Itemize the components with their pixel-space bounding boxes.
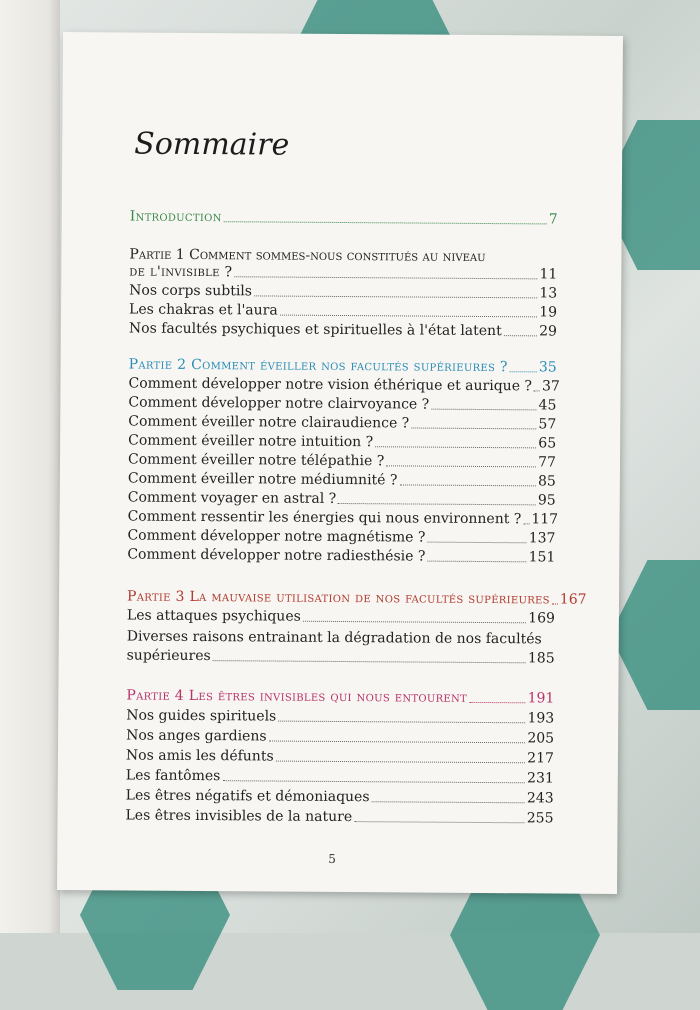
toc-part1: de l'invisible ? 11 [129,263,558,283]
toc-item: Nos corps subtils 13 [129,282,558,302]
toc-part4: Partie 4 Les êtres invisibles qui nous entourent 191 [126,687,555,707]
toc-item: Nos anges gardiens 205 [126,727,555,747]
toc-item: Comment développer notre magnétisme ? 137 [127,527,556,547]
toc-item: Comment ressentir les énergies qui nous environnent ? 117 [127,508,559,528]
toc-item: Nos facultés psychiques et spirituelles à l'état latent 29 [128,320,557,340]
page-title: Sommaire [134,126,290,163]
toc-part2: Partie 2 Comment éveiller nos facultés supérieures ? 35 [128,356,557,376]
toc-item: Comment développer notre vision éthérique et aurique ? 37 [128,375,560,395]
book-page [57,32,623,894]
toc-item-line: Diverses raisons entrainant la dégradation de nos facultés [126,628,542,648]
tile-pattern [610,560,700,710]
toc-item: Nos amis les défunts 217 [125,747,554,767]
toc-item: Comment développer notre radiesthésie ? 151 [127,546,556,566]
toc-item: Les chakras et l'aura 19 [129,301,558,321]
toc-item: Comment éveiller notre intuition ? 65 [128,432,557,452]
facing-page [0,0,60,933]
page-number: 5 [328,851,336,866]
toc-item: Les fantômes 231 [125,767,554,787]
toc-item: Comment éveiller notre médiumnité ? 85 [127,470,556,490]
toc-item: Comment éveiller notre clairaudience ? 57 [128,413,557,433]
toc-item: Les êtres invisibles de la nature 255 [125,807,554,827]
toc-item: Comment voyager en astral ? 95 [127,489,556,509]
toc-part3: Partie 3 La mauvaise utilisation de nos facultés supérieures 167 [127,588,587,608]
toc-introduction: Introduction 7 [129,208,558,228]
toc-item: Nos guides spirituels 193 [126,707,555,727]
toc-item: Les attaques psychiques 169 [126,607,555,627]
toc-part1-heading: Partie 1 Comment sommes-nous constitués au niveau [129,246,486,266]
toc-item: supérieures 185 [126,647,555,667]
toc-item: Les êtres négatifs et démoniaques 243 [125,787,554,807]
toc-item: Comment développer notre clairvoyance ? 45 [128,394,557,414]
toc-item: Comment éveiller notre télépathie ? 77 [127,451,557,471]
